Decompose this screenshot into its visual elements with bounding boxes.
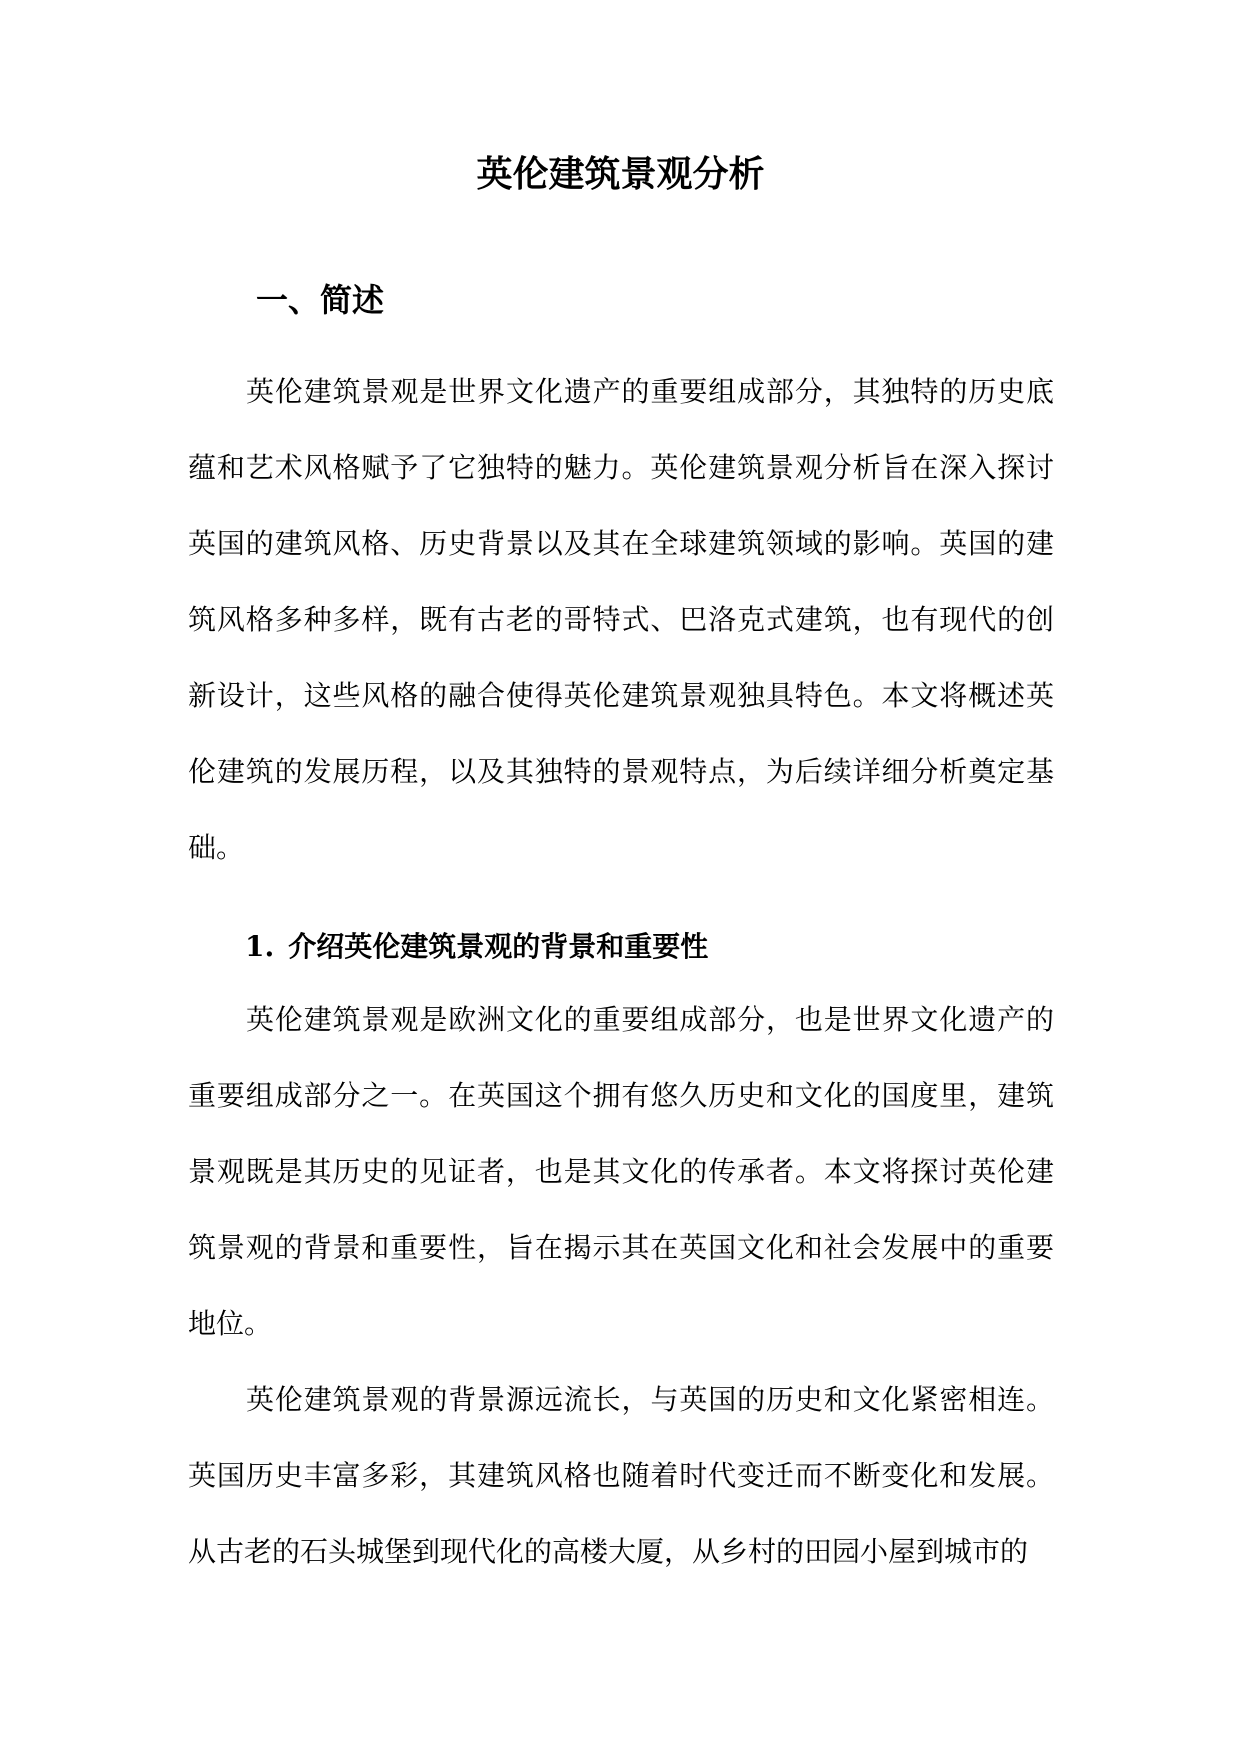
subsection-number: 1. (245, 930, 275, 963)
section-heading: 一、简述 (256, 281, 385, 319)
subsection-heading (245, 927, 708, 967)
document-title: 英伦建筑景观分析 (476, 153, 765, 195)
subsection-heading-text: 介绍英伦建筑景观的背景和重要性 (288, 930, 709, 963)
section-paragraph: 英伦建筑景观是世界文化遗产的重要组成部分，其独特的历史底蕴和艺术风格赋予了它独特的魅力。英伦建筑景观分析旨在深入探讨英国的建筑风格、历史背景以及其在全球建筑领域的影响。英国的建筑风格多种多样，既有古老的哥特式、巴洛克式建筑，也有现代的创新设计，这些风格的融合使得英伦建筑景观独具特色。本文将概述英伦建筑的发展历程，以及其独特的景观特点，为后续详细分析奠定基础。 (188, 375, 1054, 864)
subsection-paragraph-1: 英伦建筑景观是欧洲文化的重要组成部分，也是世界文化遗产的重要组成部分之一。在英国这个拥有悠久历史和文化的国度里，建筑景观既是其历史的见证者，也是其文化的传承者。本文将探讨英伦建筑景观的背景和重要性，旨在揭示其在英国文化和社会发展中的重要地位。 (188, 1003, 1054, 1340)
subsection-paragraph-2: 英伦建筑景观的背景源远流长，与英国的历史和文化紧密相连。英国历史丰富多彩，其建筑风格也随着时代变迁而不断变化和发展。从古老的石头城堡到现代化的高楼大厦，从乡村的田园小屋到城市的 (188, 1383, 1054, 1568)
